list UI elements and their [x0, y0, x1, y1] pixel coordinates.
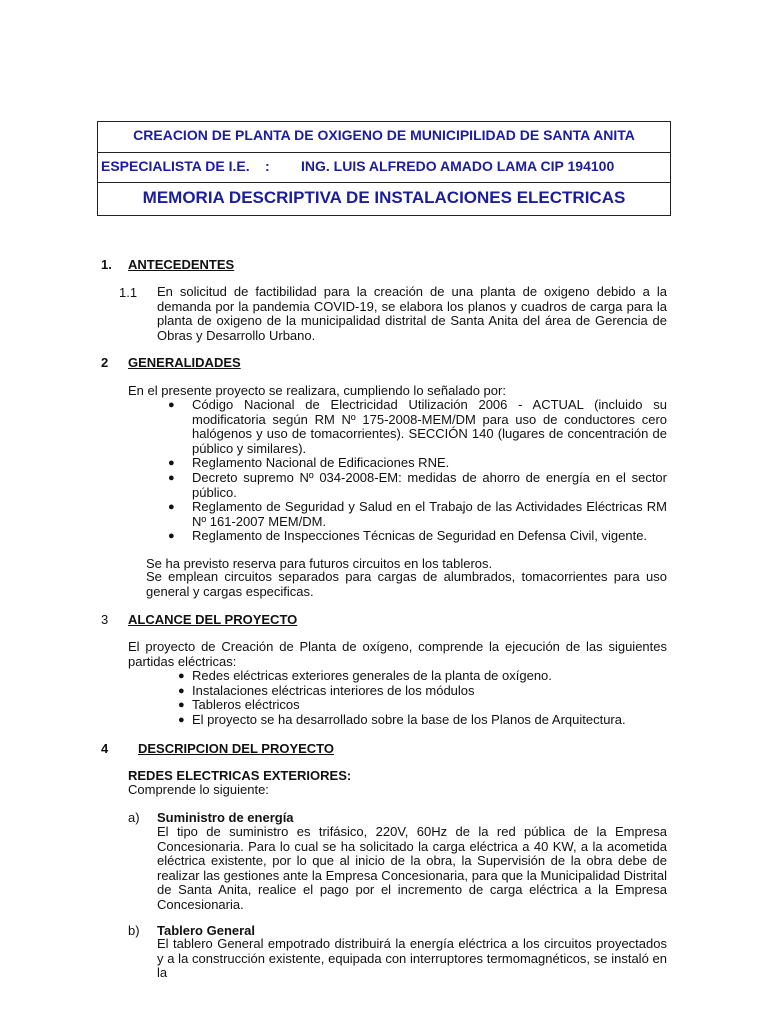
bullet-icon: ● [168, 501, 175, 514]
section-2-intro: En el presente proyecto se realizara, cumpliendo lo señalado por: [128, 383, 506, 398]
section-1-text: En solicitud de factibilidad para la creación de una planta de oxigeno debido a la demanda por la pandemia COVID-19, se elabora los planos y cuadros de carga para la planta de oxigeno de la municipalidad distrital de Santa Anita del área de Gerencia de Obras y Desarrollo Urbano. [157, 284, 667, 343]
specialist-row [98, 152, 670, 183]
specialist-label: ESPECIALISTA DE I.E. [101, 158, 250, 174]
section-2-note-2: Se emplean circuitos separados para cargas de alumbrados, tomacorrientes para uso general y cargas especificas. [146, 569, 667, 599]
list-item [168, 471, 667, 500]
section-3-bullet-list [178, 669, 667, 727]
project-title: CREACION DE PLANTA DE OXIGENO DE MUNICIPILIDAD DE SANTA ANITA [98, 122, 670, 153]
bullet-icon: ● [168, 399, 175, 411]
header-box [97, 121, 671, 216]
list-item [168, 529, 667, 544]
memo-title: MEMORIA DESCRIPTIVA DE INSTALACIONES ELECTRICAS [142, 188, 626, 207]
section-2-title: GENERALIDADES [128, 355, 241, 370]
bullet-icon: ● [178, 699, 185, 712]
bullet-icon: ● [168, 457, 175, 470]
section-3-intro: El proyecto de Creación de Planta de oxígeno, comprende la ejecución de las siguientes partidas eléctricas: [128, 639, 667, 669]
section-2-number: 2 [101, 355, 109, 370]
list-item-text: Reglamento de Seguridad y Salud en el Trabajo de las Actividades Eléctricas RM Nº 161-2007 MEM/DM. [192, 499, 667, 529]
section-4-title: DESCRIPCION DEL PROYECTO [138, 741, 334, 756]
list-item-text: El proyecto se ha desarrollado sobre la base de los Planos de Arquitectura. [192, 711, 626, 727]
item-a-text: El tipo de suministro es trifásico, 220V, 60Hz de la red pública de la Empresa Concesionaria. Para lo cual se ha solicitado la carga eléctrica a 40 KW, a la acometida eléctrica existente, por lo que al inicio de la obra, la Supervisión de la obra debe de realizar las gestiones ante la Empresa Concesionaria, para que la Municipalidad Distrital de Santa Anita, realice el pago por el incremento de carga eléctrica a la Empresa Concesionaria. [157, 824, 667, 912]
section-2-note-1: Se ha previsto reserva para futuros circuitos en los tableros. [146, 556, 493, 571]
list-item [168, 500, 667, 529]
bullet-icon: ● [168, 471, 175, 484]
item-a-title: Suministro de energía [157, 810, 294, 825]
list-item [178, 669, 667, 684]
specialist-colon: : [265, 158, 270, 174]
list-item [168, 398, 667, 456]
item-b-label: b) [128, 923, 140, 938]
bullet-icon: ● [178, 713, 185, 726]
section-3-number: 3 [101, 612, 109, 627]
section-1-number: 1. [101, 257, 112, 272]
list-item [178, 684, 667, 699]
subsection-1-1-number: 1.1 [119, 285, 138, 300]
bullet-icon: ● [168, 530, 175, 543]
item-b-text: El tablero General empotrado distribuirá la energía eléctrica a los circuitos proyectados y a la construcción existente, equipada con interruptores termomagnéticos, se instaló en la [157, 936, 667, 981]
bullet-icon: ● [178, 684, 185, 697]
section-1-title: ANTECEDENTES [128, 257, 235, 272]
list-item-text: Redes eléctricas exteriores generales de la planta de oxígeno. [192, 668, 552, 683]
item-a-label: a) [128, 810, 140, 825]
list-item-text: Código Nacional de Electricidad Utilización 2006 - ACTUAL (incluido su modificatoria según RM Nº 175-2008-MEM/DM para uso de conductores cero halógenos y uso de tomacorrientes). SECCIÓN 140 (lugares de concentración de público y similares). [192, 397, 667, 456]
list-item [178, 698, 667, 713]
bullet-icon: ● [178, 670, 185, 682]
list-item-text: Reglamento de Inspecciones Técnicas de Seguridad en Defensa Civil, vigente. [192, 528, 648, 544]
section-2-bullet-list [168, 398, 667, 544]
section-3-title: ALCANCE DEL PROYECTO [128, 612, 298, 627]
section-4-intro: Comprende lo siguiente: [128, 782, 269, 797]
item-b-title: Tablero General [157, 923, 256, 938]
section-4-subheading: REDES ELECTRICAS EXTERIORES: [128, 768, 352, 783]
list-item [178, 713, 667, 728]
list-item-text: Decreto supremo Nº 034-2008-EM: medidas de ahorro de energía en el sector público. [192, 469, 667, 500]
list-item-text: Reglamento Nacional de Edificaciones RNE. [192, 455, 450, 471]
list-item-text: Instalaciones eléctricas interiores de los módulos [192, 682, 475, 698]
list-item-text: Tableros eléctricos [192, 697, 300, 713]
section-4-number: 4 [101, 741, 109, 756]
specialist-name: ING. LUIS ALFREDO AMADO LAMA CIP 194100 [301, 158, 615, 174]
list-item [168, 456, 667, 471]
